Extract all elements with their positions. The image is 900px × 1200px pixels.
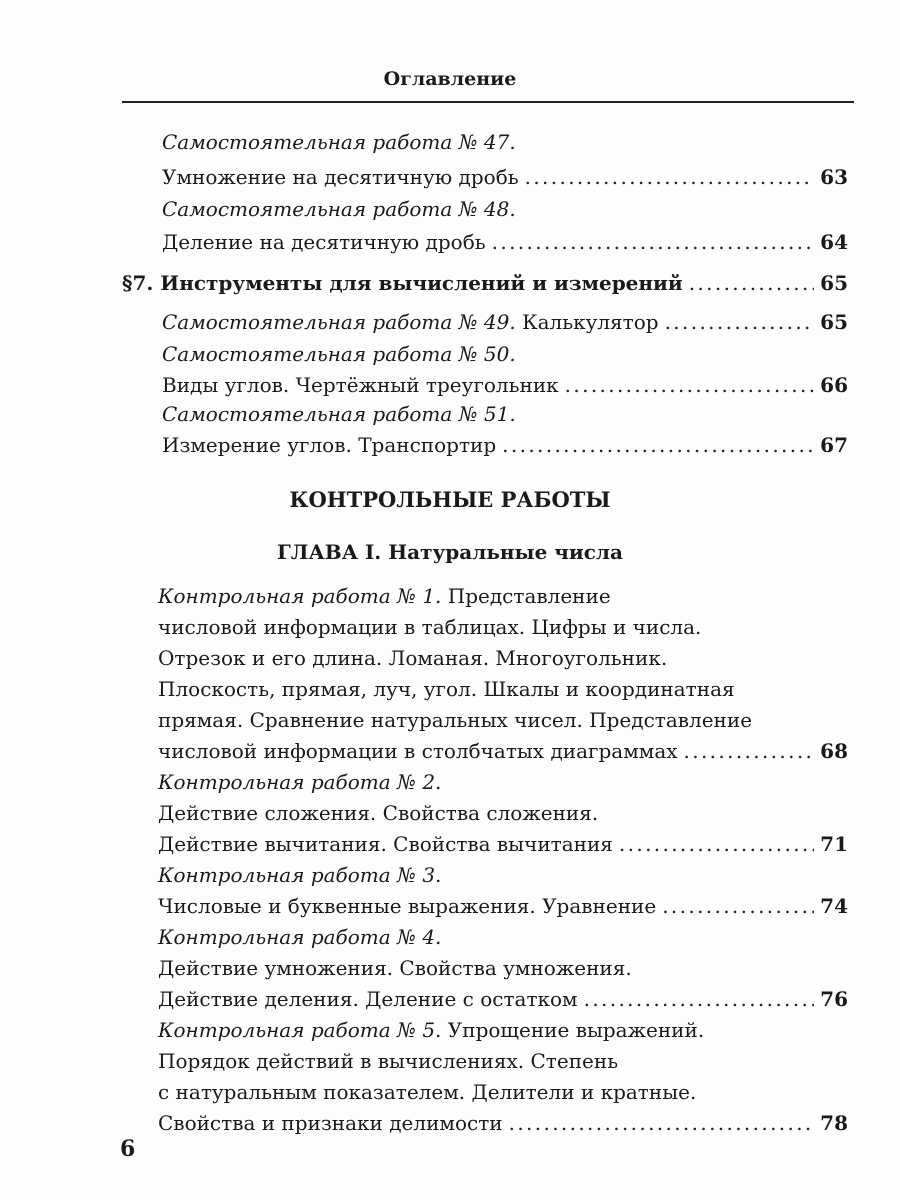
dot-leader bbox=[619, 830, 814, 858]
work-label: Контрольная работа № 4. bbox=[158, 925, 442, 949]
toc-entry[interactable] bbox=[158, 830, 848, 858]
running-header-title: Оглавление bbox=[383, 68, 517, 90]
entry-topic-line: Плоскость, прямая, луч, угол. Шкалы и координатная bbox=[158, 677, 735, 701]
entry-page: 65 bbox=[820, 310, 848, 334]
section-page: 65 bbox=[820, 271, 848, 295]
entry-topic: Упрощение выражений. bbox=[441, 1018, 705, 1042]
toc-work-title bbox=[158, 1016, 848, 1044]
toc-entry[interactable] bbox=[162, 163, 848, 191]
work-label: Контрольная работа № 3. bbox=[158, 863, 442, 887]
entry-page: 78 bbox=[820, 1111, 848, 1135]
dot-leader bbox=[662, 892, 814, 920]
entry-topic: Представление bbox=[441, 584, 611, 608]
toc-work-title bbox=[158, 923, 848, 951]
page-number: 6 bbox=[120, 1136, 136, 1162]
entry-topic: числовой информации в столбчатых диаграммах bbox=[158, 739, 678, 763]
work-label: Контрольная работа № 1. bbox=[158, 584, 442, 608]
entry-page: 68 bbox=[820, 739, 848, 763]
entry-topic: Деление на десятичную дробь bbox=[162, 230, 486, 254]
entry-page: 71 bbox=[820, 832, 848, 856]
entry-page: 63 bbox=[820, 165, 848, 189]
work-label: Самостоятельная работа № 47. bbox=[162, 130, 516, 154]
toc-entry[interactable] bbox=[158, 1109, 848, 1137]
entry-topic: Виды углов. Чертёжный треугольник bbox=[162, 373, 559, 397]
dot-leader bbox=[665, 308, 815, 336]
entry-topic-line: Действие сложения. Свойства сложения. bbox=[158, 801, 599, 825]
entry-topic-line: Порядок действий в вычислениях. Степень bbox=[158, 1049, 619, 1073]
dot-leader bbox=[509, 1109, 815, 1137]
dot-leader bbox=[502, 431, 814, 459]
work-label: Самостоятельная работа № 51. bbox=[162, 402, 516, 426]
entry-topic-line: числовой информации в таблицах. Цифры и числа. bbox=[158, 615, 702, 639]
entry-topic: Умножение на десятичную дробь bbox=[162, 165, 519, 189]
entry-topic-line: Действие умножения. Свойства умножения. bbox=[158, 956, 632, 980]
entry-page: 76 bbox=[820, 987, 848, 1011]
toc-entry[interactable] bbox=[158, 985, 848, 1013]
entry-page: 74 bbox=[820, 894, 848, 918]
dot-leader bbox=[584, 985, 815, 1013]
entry-topic: Действие вычитания. Свойства вычитания bbox=[158, 832, 613, 856]
dot-leader bbox=[684, 737, 815, 765]
entry-topic: Измерение углов. Транспортир bbox=[162, 433, 497, 457]
work-label: Самостоятельная работа № 49. bbox=[162, 310, 516, 334]
entry-topic-line: с натуральным показателем. Делители и кратные. bbox=[158, 1080, 697, 1104]
dot-leader bbox=[565, 371, 814, 399]
chapter-heading: ГЛАВА I. Натуральные числа bbox=[277, 540, 623, 564]
toc-work-title bbox=[158, 582, 848, 610]
entry-topic: Действие деления. Деление с остатком bbox=[158, 987, 578, 1011]
dot-leader bbox=[492, 228, 815, 256]
toc-entry[interactable] bbox=[158, 892, 848, 920]
entry-page: 66 bbox=[820, 373, 848, 397]
toc-section-entry[interactable] bbox=[122, 269, 848, 297]
toc-work-title bbox=[162, 128, 848, 156]
entry-page: 64 bbox=[820, 230, 848, 254]
control-works-heading: КОНТРОЛЬНЫЕ РАБОТЫ bbox=[289, 487, 611, 512]
dot-leader bbox=[525, 163, 815, 191]
work-label: Контрольная работа № 2. bbox=[158, 770, 442, 794]
toc-work-title bbox=[162, 400, 848, 428]
work-label: Самостоятельная работа № 48. bbox=[162, 197, 516, 221]
entry-topic: Свойства и признаки делимости bbox=[158, 1111, 503, 1135]
entry-topic: Числовые и буквенные выражения. Уравнение bbox=[158, 894, 657, 918]
work-label: Контрольная работа № 5. bbox=[158, 1018, 442, 1042]
entry-topic-line: Отрезок и его длина. Ломаная. Многоугольник. bbox=[158, 646, 668, 670]
work-label: Самостоятельная работа № 50. bbox=[162, 342, 516, 366]
toc-entry[interactable] bbox=[162, 228, 848, 256]
toc-entry[interactable] bbox=[162, 431, 848, 459]
toc-entry[interactable] bbox=[158, 737, 848, 765]
entry-topic-line: прямая. Сравнение натуральных чисел. Представление bbox=[158, 708, 753, 732]
toc-work-title bbox=[158, 861, 848, 889]
section-title: §7. Инструменты для вычислений и измерений bbox=[122, 271, 683, 295]
toc-work-title bbox=[158, 768, 848, 796]
toc-work-title bbox=[162, 195, 848, 223]
dot-leader bbox=[689, 269, 814, 297]
toc-entry[interactable] bbox=[162, 308, 848, 336]
toc-entry[interactable] bbox=[162, 371, 848, 399]
toc-work-title bbox=[162, 340, 848, 368]
entry-topic: Калькулятор bbox=[515, 310, 659, 334]
entry-page: 67 bbox=[820, 433, 848, 457]
